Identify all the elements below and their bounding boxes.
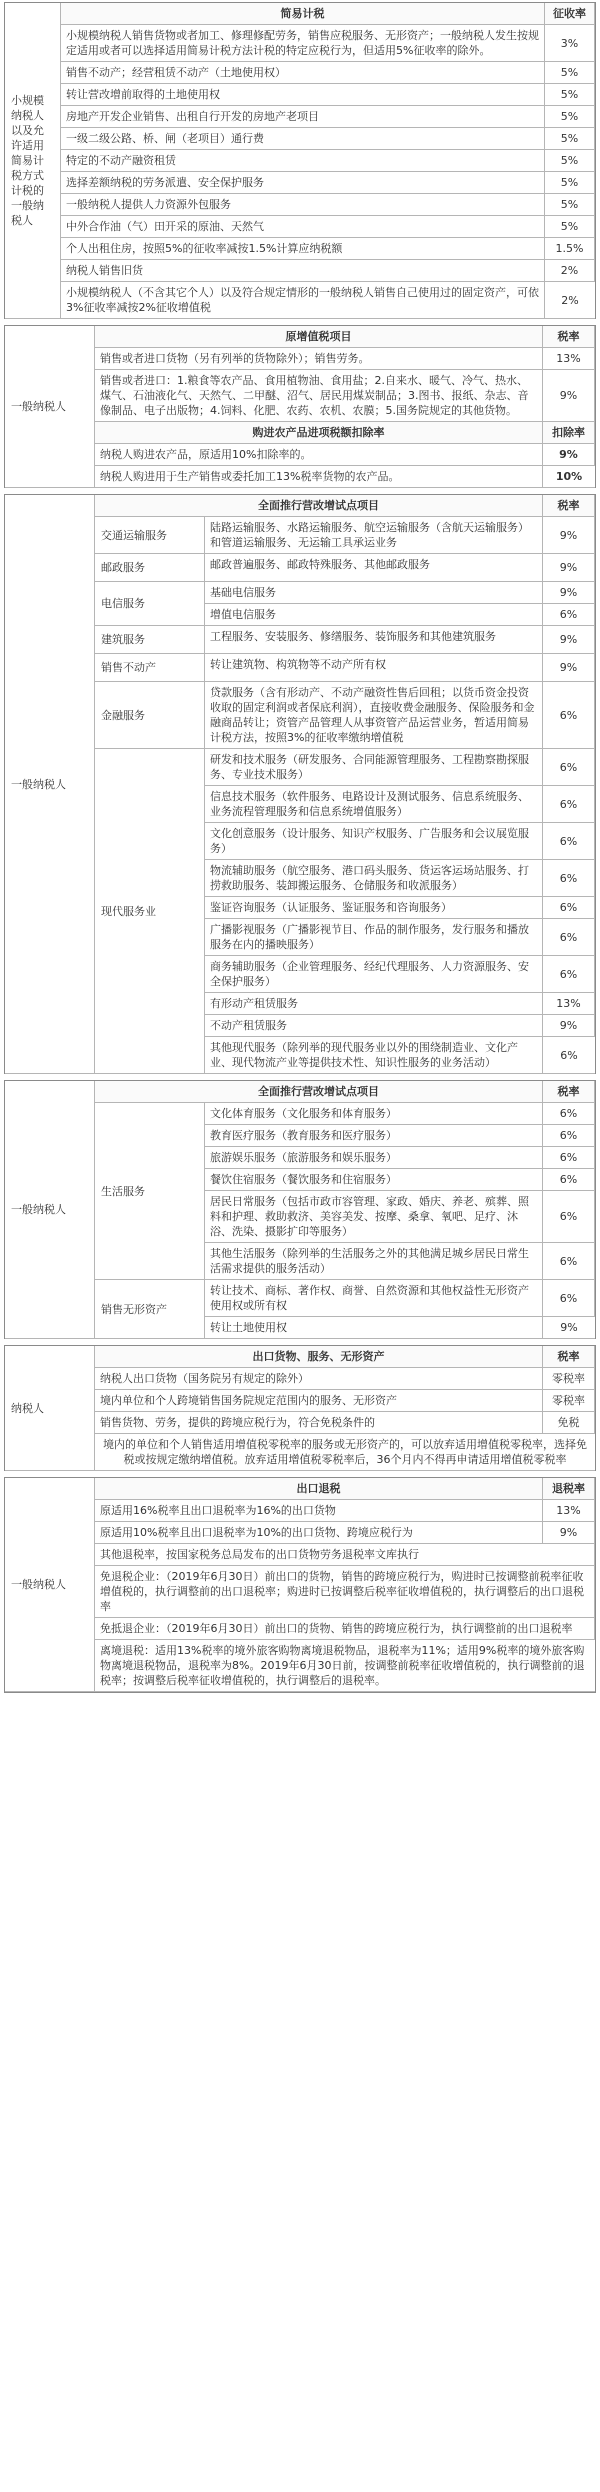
rate-header: 税率	[543, 326, 595, 348]
item-text: 一般纳税人提供人力资源外包服务	[61, 194, 545, 216]
category-construction: 建筑服务	[95, 626, 205, 654]
rate-header: 退税率	[543, 1478, 595, 1500]
item-rate: 9%	[543, 370, 595, 422]
item-rate: 6%	[543, 682, 595, 749]
deduction-rate-header: 扣除率	[543, 422, 595, 444]
vat-rate-table	[4, 2, 596, 1693]
section-header: 全面推行营改增试点项目	[95, 495, 543, 517]
taxpayer-label: 一般纳税人	[5, 326, 95, 488]
category-transport: 交通运输服务	[95, 517, 205, 554]
item-rate: 2%	[545, 282, 595, 319]
item-text: 销售或者进口货物（另有列举的货物除外）；销售劳务。	[95, 348, 543, 370]
item-text: 居民日常服务（包括市政市容管理、家政、婚庆、养老、殡葬、照料和护理、救助救济、美容美发、按摩、桑拿、氧吧、足疗、沐浴、洗染、摄影扩印等服务）	[205, 1191, 543, 1243]
item-text: 境内单位和个人跨境销售国务院规定范围内的服务、无形资产	[95, 1390, 543, 1412]
taxpayer-label: 纳税人	[5, 1346, 95, 1471]
item-rate: 6%	[543, 1037, 595, 1074]
item-rate: 13%	[543, 1500, 595, 1522]
taxpayer-label: 一般纳税人	[5, 1081, 95, 1339]
item-rate: 6%	[543, 1103, 595, 1125]
item-rate: 6%	[543, 860, 595, 897]
item-text: 销售或者进口：1.粮食等农产品、食用植物油、食用盐；2.自来水、暖气、冷气、热水、煤气、石油液化气、天然气、二甲醚、沼气、居民用煤炭制品；3.图书、报纸、杂志、音像制品、电子出版物；4.饲料、化肥、农药、农机、农膜；5.国务院规定的其他货物。	[95, 370, 543, 422]
item-rate: 5%	[545, 128, 595, 150]
item-rate: 9%	[543, 1522, 595, 1544]
item-text: 广播影视服务（广播影视节目、作品的制作服务，发行服务和播放服务在内的播映服务）	[205, 919, 543, 956]
export-section	[4, 1345, 596, 1471]
section-header: 出口货物、服务、无形资产	[95, 1346, 543, 1368]
item-text: 其他现代服务（除列举的现代服务业以外的围绕制造业、文化产业、现代物流产业等提供技术性、知识性服务的业务活动）	[205, 1037, 543, 1074]
item-text: 其他生活服务（除列举的生活服务之外的其他满足城乡居民日常生活需求提供的服务活动）	[205, 1243, 543, 1280]
section-header: 全面推行营改增试点项目	[95, 1081, 543, 1103]
item-rate: 零税率	[543, 1368, 595, 1390]
item-rate: 9%	[543, 517, 595, 554]
item-rate: 1.5%	[545, 238, 595, 260]
category-intangible-assets: 销售无形资产	[95, 1280, 205, 1339]
item-text: 转让建筑物、构筑物等不动产所有权	[205, 654, 543, 682]
item-text: 基础电信服务	[205, 582, 543, 604]
item-rate: 6%	[543, 749, 595, 786]
item-rate: 9%	[543, 554, 595, 582]
item-text: 销售货物、劳务，提供的跨境应税行为，符合免税条件的	[95, 1412, 543, 1434]
rate-header: 税率	[543, 1346, 595, 1368]
section-header: 原增值税项目	[95, 326, 543, 348]
item-rate: 6%	[543, 1147, 595, 1169]
item-rate: 6%	[543, 919, 595, 956]
item-rate: 5%	[545, 62, 595, 84]
item-rate: 6%	[543, 1125, 595, 1147]
item-rate: 13%	[543, 993, 595, 1015]
item-text: 小规模纳税人（不含其它个人）以及符合规定情形的一般纳税人销售自己使用过的固定资产，可依3%征收率减按2%征收增值税	[61, 282, 545, 319]
refund-note: 免退税企业：（2019年6月30日）前出口的货物，销售的跨境应税行为，购进时已按调整前税率征收增值税的，执行调整前的出口退税率；购进时已按调整后税率征收增值税的，执行调整后的出口退税率	[95, 1566, 595, 1618]
rate-header: 征收率	[545, 3, 595, 25]
zero-rate-note: 境内的单位和个人销售适用增值税零税率的服务或无形资产的，可以放弃适用增值税零税率，选择免税或按规定缴纳增值税。放弃适用增值税零税率后，36个月内不得再申请适用增值税零税率	[95, 1434, 595, 1471]
item-text: 邮政普遍服务、邮政特殊服务、其他邮政服务	[205, 554, 543, 582]
category-life-services: 生活服务	[95, 1103, 205, 1280]
item-rate: 3%	[545, 25, 595, 62]
item-rate: 2%	[545, 260, 595, 282]
item-text: 特定的不动产融资租赁	[61, 150, 545, 172]
item-text: 信息技术服务（软件服务、电路设计及测试服务、信息系统服务、业务流程管理服务和信息系统增值服务）	[205, 786, 543, 823]
item-rate: 5%	[545, 172, 595, 194]
item-rate: 6%	[543, 786, 595, 823]
item-rate: 10%	[543, 466, 595, 488]
item-text: 研发和技术服务（研发服务、合同能源管理服务、工程勘察勘探服务、专业技术服务）	[205, 749, 543, 786]
item-text: 销售不动产；经营租赁不动产（土地使用权）	[61, 62, 545, 84]
item-text: 一级二级公路、桥、闸（老项目）通行费	[61, 128, 545, 150]
item-rate: 6%	[543, 604, 595, 626]
item-rate: 6%	[543, 956, 595, 993]
item-text: 选择差额纳税的劳务派遣、安全保护服务	[61, 172, 545, 194]
item-text: 个人出租住房，按照5%的征收率减按1.5%计算应纳税额	[61, 238, 545, 260]
item-text: 工程服务、安装服务、修缮服务、装饰服务和其他建筑服务	[205, 626, 543, 654]
deduction-header: 购进农产品进项税额扣除率	[95, 422, 543, 444]
item-rate: 9%	[543, 654, 595, 682]
item-text: 旅游娱乐服务（旅游服务和娱乐服务）	[205, 1147, 543, 1169]
item-text: 转让营改增前取得的土地使用权	[61, 84, 545, 106]
simplified-tax-section	[4, 2, 596, 319]
item-rate: 6%	[543, 823, 595, 860]
item-rate: 6%	[543, 1280, 595, 1317]
item-rate: 6%	[543, 897, 595, 919]
category-financial: 金融服务	[95, 682, 205, 749]
section-header: 出口退税	[95, 1478, 543, 1500]
item-text: 纳税人购进用于生产销售或委托加工13%税率货物的农产品。	[95, 466, 543, 488]
category-real-estate: 销售不动产	[95, 654, 205, 682]
item-rate: 9%	[543, 626, 595, 654]
item-rate: 5%	[545, 84, 595, 106]
taxpayer-label: 小规模纳税人以及允许适用简易计税方式计税的一般纳税人	[5, 3, 61, 319]
rate-header: 税率	[543, 495, 595, 517]
item-rate: 5%	[545, 216, 595, 238]
item-text: 小规模纳税人销售货物或者加工、修理修配劳务，销售应税服务、无形资产；一般纳税人发生按规定适用或者可以选择适用简易计税方法计税的特定应税行为，但适用5%征收率的除外。	[61, 25, 545, 62]
item-text: 增值电信服务	[205, 604, 543, 626]
item-text: 商务辅助服务（企业管理服务、经纪代理服务、人力资源服务、安全保护服务）	[205, 956, 543, 993]
item-text: 原适用16%税率且出口退税率为16%的出口货物	[95, 1500, 543, 1522]
item-rate: 9%	[543, 444, 595, 466]
section-header: 简易计税	[61, 3, 545, 25]
taxpayer-label: 一般纳税人	[5, 495, 95, 1074]
item-text: 陆路运输服务、水路运输服务、航空运输服务（含航天运输服务）和管道运输服务、无运输工具承运业务	[205, 517, 543, 554]
category-telecom: 电信服务	[95, 582, 205, 626]
item-text: 贷款服务（含有形动产、不动产融资性售后回租；以货币资金投资收取的固定利润或者保底利润），直接收费金融服务、保险服务和金融商品转让；资管产品管理人从事资管产品运营业务，暂适用简易计税方法，按照3%的征收率缴纳增值税	[205, 682, 543, 749]
export-refund-section	[4, 1477, 596, 1693]
item-rate: 零税率	[543, 1390, 595, 1412]
item-text: 原适用10%税率且出口退税率为10%的出口货物、跨境应税行为	[95, 1522, 543, 1544]
item-rate: 9%	[543, 1015, 595, 1037]
item-text: 转让技术、商标、著作权、商誉、自然资源和其他权益性无形资产使用权或所有权	[205, 1280, 543, 1317]
refund-note: 离境退税：适用13%税率的境外旅客购物离境退税物品，退税率为11%；适用9%税率的境外旅客购物离境退税物品，退税率为8%。2019年6月30日前，按调整前税率征收增值税的，执行调整前的退税率；按调整后税率征收增值税的，执行调整后的退税率。	[95, 1640, 595, 1692]
rate-header: 税率	[543, 1081, 595, 1103]
item-rate: 9%	[543, 1317, 595, 1339]
vat-reform-section-1	[4, 494, 596, 1074]
refund-note: 免抵退企业：（2019年6月30日）前出口的货物、销售的跨境应税行为，执行调整前的出口退税率	[95, 1618, 595, 1640]
item-text: 物流辅助服务（航空服务、港口码头服务、货运客运场站服务、打捞救助服务、装卸搬运服务、仓储服务和收派服务）	[205, 860, 543, 897]
refund-note: 其他退税率，按国家税务总局发布的出口货物劳务退税率文库执行	[95, 1544, 595, 1566]
vat-reform-section-2	[4, 1080, 596, 1339]
original-vat-section	[4, 325, 596, 488]
item-text: 纳税人销售旧货	[61, 260, 545, 282]
category-modern-services: 现代服务业	[95, 749, 205, 1074]
item-text: 文化体育服务（文化服务和体育服务）	[205, 1103, 543, 1125]
item-rate: 5%	[545, 194, 595, 216]
item-text: 教育医疗服务（教育服务和医疗服务）	[205, 1125, 543, 1147]
item-text: 文化创意服务（设计服务、知识产权服务、广告服务和会议展览服务）	[205, 823, 543, 860]
item-rate: 免税	[543, 1412, 595, 1434]
item-text: 餐饮住宿服务（餐饮服务和住宿服务）	[205, 1169, 543, 1191]
item-text: 不动产租赁服务	[205, 1015, 543, 1037]
item-text: 鉴证咨询服务（认证服务、鉴证服务和咨询服务）	[205, 897, 543, 919]
item-rate: 6%	[543, 1169, 595, 1191]
item-text: 房地产开发企业销售、出租自行开发的房地产老项目	[61, 106, 545, 128]
item-text: 转让土地使用权	[205, 1317, 543, 1339]
item-text: 纳税人出口货物（国务院另有规定的除外）	[95, 1368, 543, 1390]
item-rate: 5%	[545, 106, 595, 128]
item-rate: 13%	[543, 348, 595, 370]
item-text: 有形动产租赁服务	[205, 993, 543, 1015]
item-rate: 9%	[543, 582, 595, 604]
item-rate: 6%	[543, 1243, 595, 1280]
category-postal: 邮政服务	[95, 554, 205, 582]
taxpayer-label: 一般纳税人	[5, 1478, 95, 1692]
item-text: 纳税人购进农产品，原适用10%扣除率的。	[95, 444, 543, 466]
item-text: 中外合作油（气）田开采的原油、天然气	[61, 216, 545, 238]
item-rate: 6%	[543, 1191, 595, 1243]
item-rate: 5%	[545, 150, 595, 172]
